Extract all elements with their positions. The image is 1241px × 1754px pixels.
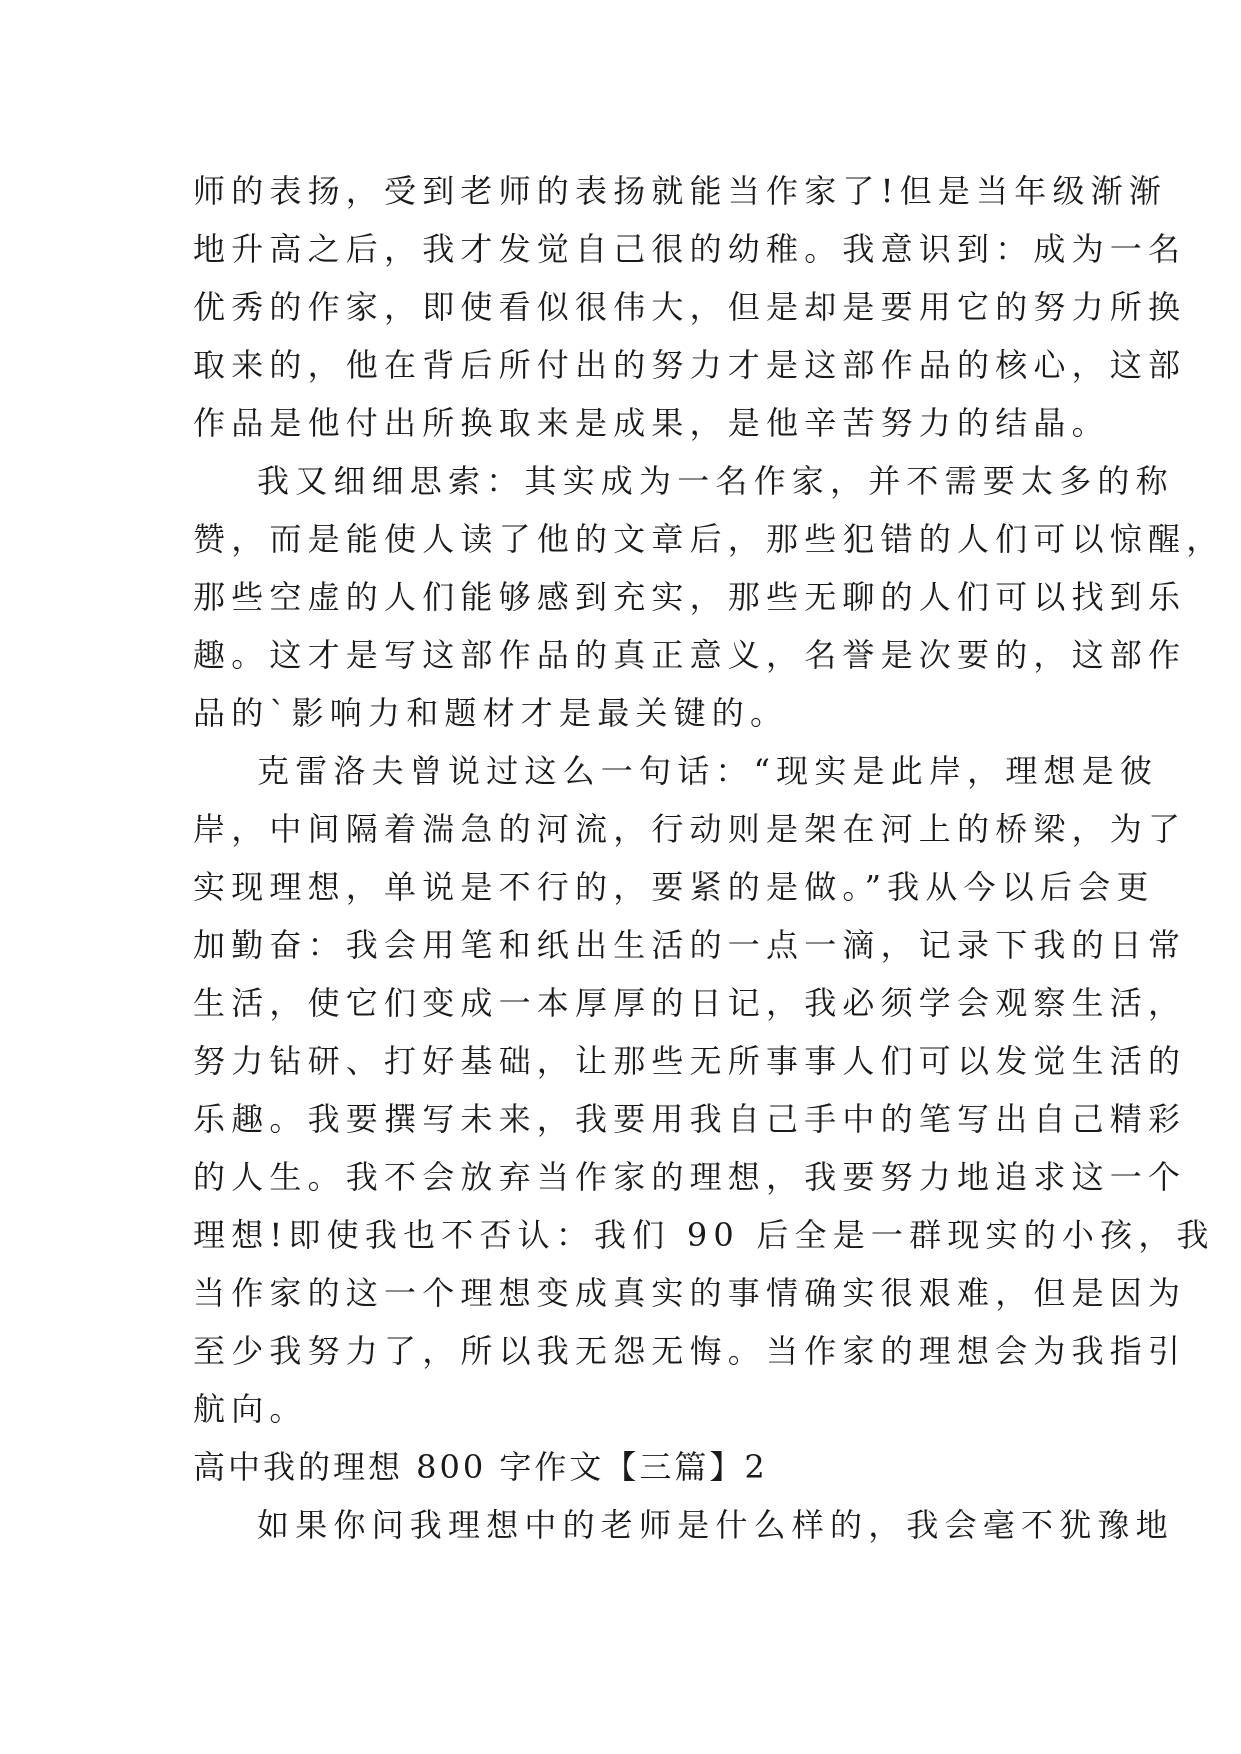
text-line: 航向。 [193,1390,308,1428]
text-line: 那些空虚的人们能够感到充实，那些无聊的人们可以找到乐 [193,578,1187,616]
text-line: 努力钻研、打好基础，让那些无所事事人们可以发觉生活的 [193,1042,1187,1080]
text-line: 实现理想，单说是不行的，要紧的是做。”我从今以后会更 [193,868,1155,906]
text-line: 如果你问我理想中的老师是什么样的，我会毫不犹豫地 [257,1506,1174,1544]
text-line: 至少我努力了，所以我无怨无悔。当作家的理想会为我指引 [193,1332,1187,1370]
text-line: 师的表扬，受到老师的表扬就能当作家了!但是当年级渐渐 [193,172,1168,210]
paragraph-2 [193,452,1225,742]
document-page [193,162,1225,1554]
text-line: 地升高之后，我才发觉自己很的幼稚。我意识到：成为一名 [193,230,1187,268]
paragraph-1 [193,162,1187,452]
text-line: 岸，中间隔着湍急的河流，行动则是架在河上的桥梁，为了 [193,810,1187,848]
text-line: 品的`影响力和题材才是最关键的。 [193,694,789,732]
text-line: 当作家的这一个理想变成真实的事情确实很艰难，但是因为 [193,1274,1187,1312]
text-line: 趣。这才是写这部作品的真正意义，名誉是次要的，这部作 [193,636,1187,674]
text-line: 赞，而是能使人读了他的文章后，那些犯错的人们可以惊醒， [193,520,1225,558]
text-line: 我又细细思索：其实成为一名作家，并不需要太多的称 [257,462,1174,500]
text-line: 克雷洛夫曾说过这么一句话：“现实是此岸，理想是彼 [257,752,1159,790]
text-line: 理想!即使我也不否认：我们 90 后全是一群现实的小孩，我 [193,1216,1215,1254]
text-line: 的人生。我不会放弃当作家的理想，我要努力地追求这一个 [193,1158,1187,1196]
text-line: 加勤奋：我会用笔和纸出生活的一点一滴，记录下我的日常 [193,926,1187,964]
section-heading: 高中我的理想 800 字作文【三篇】2 [193,1448,768,1486]
text-line: 作品是他付出所换取来是成果，是他辛苦努力的结晶。 [193,404,1110,442]
text-line: 生活，使它们变成一本厚厚的日记，我必须学会观察生活， [193,984,1187,1022]
text-line: 乐趣。我要撰写未来，我要用我自己手中的笔写出自己精彩 [193,1100,1187,1138]
text-line: 取来的，他在背后所付出的努力才是这部作品的核心，这部 [193,346,1187,384]
paragraph-3 [193,742,1215,1438]
text-line: 优秀的作家，即使看似很伟大，但是却是要用它的努力所换 [193,288,1187,326]
